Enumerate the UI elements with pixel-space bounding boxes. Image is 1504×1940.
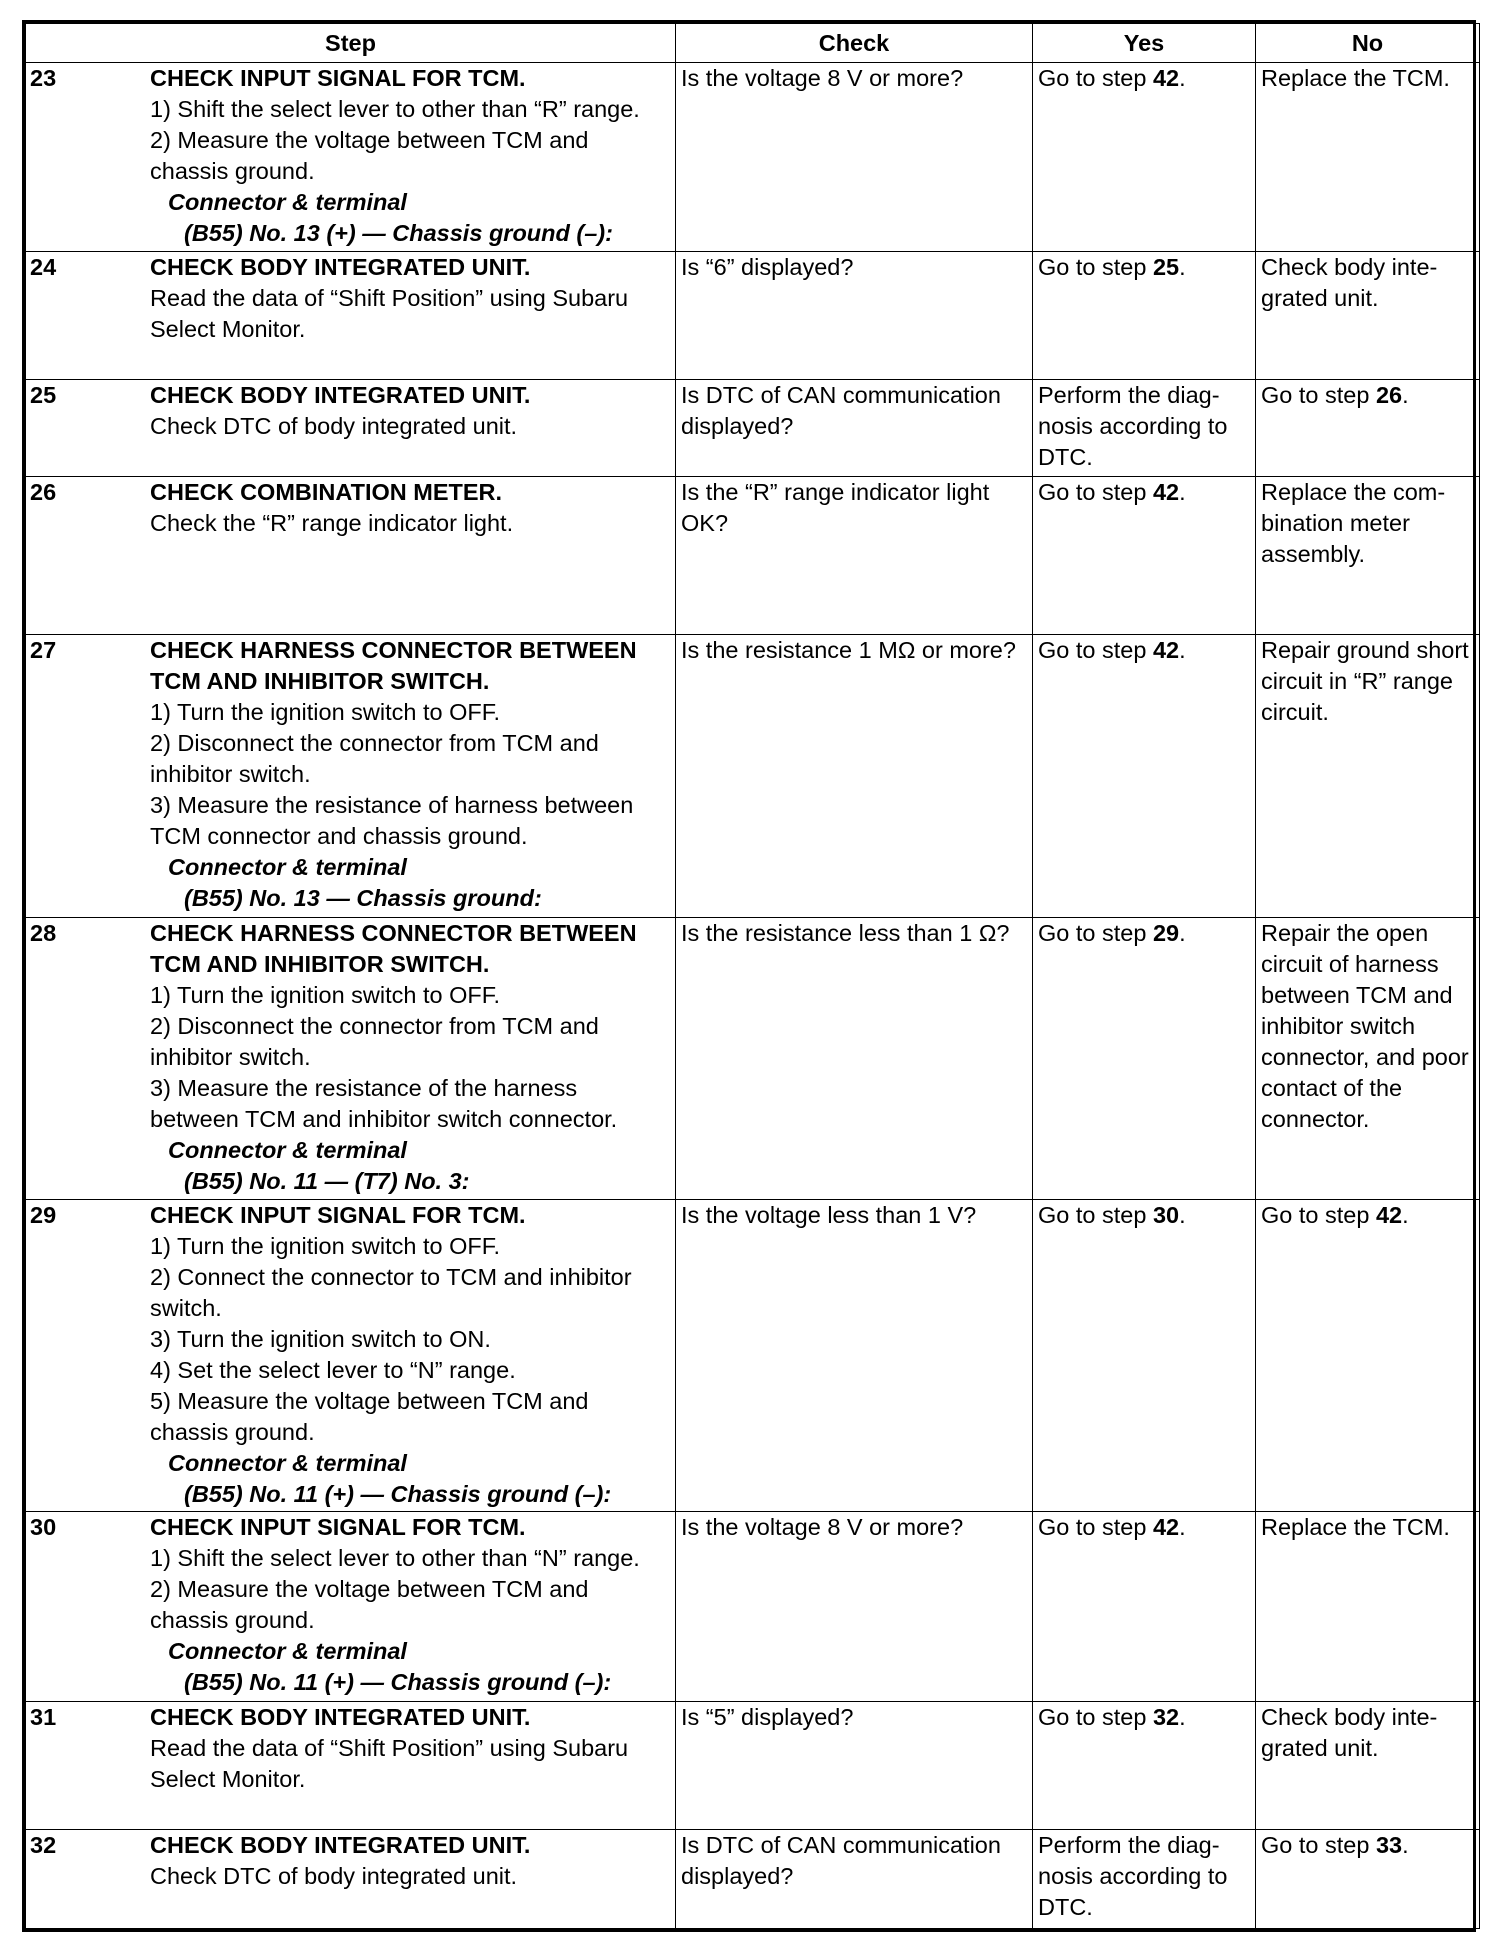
- step-instruction: 4) Set the select lever to “N” range.: [150, 1356, 516, 1383]
- no-cell: [1256, 1199, 1480, 1511]
- step-cell: [26, 1199, 676, 1511]
- check-question: Is the resistance 1 MΩ or more?: [681, 637, 1016, 664]
- step-number: 24: [30, 253, 57, 280]
- yes-action-text: Go to step: [1038, 919, 1153, 946]
- check-question: Is DTC of CAN communication displayed?: [681, 382, 1001, 440]
- step-cell: [26, 251, 676, 380]
- step-title: CHECK INPUT SIGNAL FOR TCM.: [150, 65, 526, 91]
- step-number: 25: [30, 382, 57, 409]
- yes-action-text: Go to step: [1038, 637, 1153, 664]
- step-title: CHECK COMBINATION METER.: [150, 478, 503, 505]
- check-cell: [676, 635, 1033, 917]
- yes-action-step-number: 30: [1152, 1201, 1180, 1228]
- no-cell: [1256, 380, 1480, 476]
- check-cell: [676, 63, 1033, 252]
- yes-action-text: Perform the diag-nosis according to DTC.: [1038, 1831, 1228, 1920]
- check-question: Is “5” displayed?: [681, 1703, 854, 1730]
- terminal-spec: (B55) No. 13 — Chassis ground:: [184, 885, 542, 912]
- yes-action-step-number: 29: [1152, 919, 1180, 946]
- step-number: 32: [30, 1831, 57, 1858]
- yes-action-step-number: 42: [1152, 65, 1180, 91]
- step-cell: [26, 1701, 676, 1829]
- step-number: 23: [30, 65, 57, 91]
- no-action-text: Go to step: [1261, 1831, 1376, 1858]
- yes-action-step-number: 25: [1152, 253, 1180, 280]
- terminal-spec: (B55) No. 11 — (T7) No. 3:: [184, 1167, 470, 1194]
- step-instruction: 2) Disconnect the connector from TCM and inhibitor switch.: [150, 730, 599, 788]
- connector-label: Connector & terminal: [168, 854, 407, 881]
- no-action-text: Replace the TCM.: [1261, 65, 1450, 91]
- step-title: CHECK HARNESS CONNECTOR BETWEEN TCM AND INHIBITOR SWITCH.: [150, 637, 637, 695]
- check-question: Is the voltage 8 V or more?: [681, 65, 964, 91]
- connector-label: Connector & terminal: [168, 189, 407, 215]
- step-cell: [26, 1829, 676, 1929]
- check-cell: [676, 476, 1033, 635]
- yes-action-step-number: 42: [1152, 1514, 1180, 1541]
- step-number: 28: [30, 919, 57, 946]
- terminal-spec: (B55) No. 11 (+) — Chassis ground (–):: [184, 1480, 612, 1507]
- check-cell: [676, 1829, 1033, 1929]
- step-instruction: 2) Connect the connector to TCM and inhibitor switch.: [150, 1263, 632, 1321]
- step-number: 29: [30, 1201, 57, 1228]
- header-step: Step: [26, 24, 676, 63]
- yes-action-text: Go to step: [1038, 253, 1153, 280]
- step-instruction: 2) Disconnect the connector from TCM and inhibitor switch.: [150, 1012, 599, 1070]
- check-cell: [676, 380, 1033, 476]
- step-title: CHECK BODY INTEGRATED UNIT.: [150, 382, 531, 409]
- step-instruction: 2) Measure the voltage between TCM and chassis ground.: [150, 127, 589, 184]
- no-action-suffix: .: [1402, 1201, 1409, 1228]
- no-action-suffix: .: [1402, 1831, 1409, 1858]
- table-row: [26, 1701, 1480, 1829]
- table-row: [26, 635, 1480, 917]
- step-title: CHECK BODY INTEGRATED UNIT.: [150, 253, 531, 280]
- step-instruction: 1) Turn the ignition switch to OFF.: [150, 1232, 501, 1259]
- step-cell: [26, 63, 676, 252]
- yes-action-text: Perform the diag-nosis according to DTC.: [1038, 382, 1228, 471]
- step-number: 30: [30, 1514, 57, 1541]
- step-instruction: Check the “R” range indicator light.: [150, 509, 514, 536]
- yes-cell: [1033, 1512, 1256, 1702]
- step-title: CHECK HARNESS CONNECTOR BETWEEN TCM AND INHIBITOR SWITCH.: [150, 919, 637, 977]
- step-title: CHECK BODY INTEGRATED UNIT.: [150, 1703, 531, 1730]
- yes-cell: [1033, 380, 1256, 476]
- step-instruction: 1) Turn the ignition switch to OFF.: [150, 699, 501, 726]
- step-instruction: 2) Measure the voltage between TCM and chassis ground.: [150, 1576, 589, 1634]
- step-cell: [26, 635, 676, 917]
- connector-label: Connector & terminal: [168, 1638, 407, 1665]
- yes-cell: [1033, 635, 1256, 917]
- step-instruction: Check DTC of body integrated unit.: [150, 413, 518, 440]
- no-cell: [1256, 1701, 1480, 1829]
- table-row: [26, 380, 1480, 476]
- header-no: No: [1256, 24, 1480, 63]
- check-question: Is the voltage less than 1 V?: [681, 1201, 977, 1228]
- diagnostic-table: [25, 23, 1480, 1929]
- no-action-text: Replace the TCM.: [1261, 1514, 1450, 1541]
- yes-action-text: Go to step: [1038, 65, 1153, 91]
- yes-cell: [1033, 917, 1256, 1199]
- yes-action-step-number: 32: [1152, 1703, 1180, 1730]
- step-title: CHECK INPUT SIGNAL FOR TCM.: [150, 1514, 526, 1541]
- check-cell: [676, 1701, 1033, 1829]
- yes-action-suffix: .: [1179, 919, 1186, 946]
- yes-cell: [1033, 251, 1256, 380]
- step-instruction: 3) Turn the ignition switch to ON.: [150, 1325, 491, 1352]
- yes-action-text: Go to step: [1038, 478, 1153, 505]
- yes-cell: [1033, 1701, 1256, 1829]
- yes-action-suffix: .: [1179, 1514, 1186, 1541]
- no-cell: [1256, 63, 1480, 252]
- header-check: Check: [676, 24, 1033, 63]
- no-action-text: Replace the com-bination meter assembly.: [1261, 478, 1446, 567]
- no-cell: [1256, 1512, 1480, 1702]
- terminal-spec: (B55) No. 11 (+) — Chassis ground (–):: [184, 1669, 612, 1696]
- no-cell: [1256, 917, 1480, 1199]
- yes-action-step-number: 42: [1152, 478, 1180, 505]
- table-row: [26, 1512, 1480, 1702]
- no-action-text: Go to step: [1261, 382, 1376, 409]
- yes-action-suffix: .: [1179, 65, 1186, 91]
- step-cell: [26, 476, 676, 635]
- terminal-spec: (B55) No. 13 (+) — Chassis ground (–):: [184, 220, 613, 246]
- yes-cell: [1033, 1199, 1256, 1511]
- step-title: CHECK BODY INTEGRATED UNIT.: [150, 1831, 531, 1858]
- no-action-text: Go to step: [1261, 1201, 1376, 1228]
- step-number: 31: [30, 1703, 57, 1730]
- step-instruction: 3) Measure the resistance of harness between TCM connector and chassis ground.: [150, 792, 634, 850]
- step-number: 26: [30, 478, 57, 505]
- no-action-step-number: 26: [1375, 382, 1403, 409]
- step-instruction: 1) Turn the ignition switch to OFF.: [150, 981, 501, 1008]
- step-instruction: 5) Measure the voltage between TCM and chassis ground.: [150, 1387, 589, 1445]
- step-instruction: Check DTC of body integrated unit.: [150, 1862, 518, 1889]
- step-title: CHECK INPUT SIGNAL FOR TCM.: [150, 1201, 526, 1228]
- check-question: Is the “R” range indicator light OK?: [681, 478, 990, 536]
- table-row: [26, 63, 1480, 252]
- no-action-text: Repair the open circuit of harness between TCM and inhibitor switch connector, and poor contact of the connector.: [1261, 919, 1469, 1132]
- table-row: [26, 1829, 1480, 1929]
- yes-cell: [1033, 476, 1256, 635]
- step-cell: [26, 380, 676, 476]
- yes-cell: [1033, 63, 1256, 252]
- step-instruction: 3) Measure the resistance of the harness between TCM and inhibitor switch connector.: [150, 1074, 618, 1132]
- yes-cell: [1033, 1829, 1256, 1929]
- check-question: Is the voltage 8 V or more?: [681, 1514, 964, 1541]
- yes-action-suffix: .: [1179, 478, 1186, 505]
- yes-action-text: Go to step: [1038, 1703, 1153, 1730]
- no-cell: [1256, 1829, 1480, 1929]
- connector-label: Connector & terminal: [168, 1136, 407, 1163]
- yes-action-text: Go to step: [1038, 1201, 1153, 1228]
- yes-action-text: Go to step: [1038, 1514, 1153, 1541]
- table-row: [26, 476, 1480, 635]
- no-action-step-number: 42: [1375, 1201, 1403, 1228]
- check-question: Is the resistance less than 1 Ω?: [681, 919, 1010, 946]
- check-cell: [676, 917, 1033, 1199]
- step-cell: [26, 917, 676, 1199]
- diagnostic-table-page: [22, 20, 1476, 1932]
- table-row: [26, 1199, 1480, 1511]
- check-question: Is DTC of CAN communication displayed?: [681, 1831, 1001, 1889]
- no-action-text: Check body inte-grated unit.: [1261, 253, 1438, 311]
- yes-action-step-number: 42: [1152, 637, 1180, 664]
- yes-action-suffix: .: [1179, 1201, 1186, 1228]
- no-cell: [1256, 635, 1480, 917]
- check-cell: [676, 1512, 1033, 1702]
- header-yes: Yes: [1033, 24, 1256, 63]
- yes-action-suffix: .: [1179, 637, 1186, 664]
- table-row: [26, 917, 1480, 1199]
- no-action-text: Check body inte-grated unit.: [1261, 1703, 1438, 1761]
- step-cell: [26, 1512, 676, 1702]
- connector-label: Connector & terminal: [168, 1449, 407, 1476]
- step-instruction: 1) Shift the select lever to other than “N” range.: [150, 1545, 640, 1572]
- step-instruction: Read the data of “Shift Position” using Subaru Select Monitor.: [150, 284, 629, 342]
- no-action-suffix: .: [1402, 382, 1409, 409]
- no-cell: [1256, 476, 1480, 635]
- step-number: 27: [30, 637, 57, 664]
- check-cell: [676, 251, 1033, 380]
- step-instruction: Read the data of “Shift Position” using Subaru Select Monitor.: [150, 1734, 629, 1792]
- no-cell: [1256, 251, 1480, 380]
- check-question: Is “6” displayed?: [681, 253, 854, 280]
- no-action-step-number: 33: [1375, 1831, 1403, 1858]
- table-row: [26, 251, 1480, 380]
- check-cell: [676, 1199, 1033, 1511]
- yes-action-suffix: .: [1179, 1703, 1186, 1730]
- yes-action-suffix: .: [1179, 253, 1186, 280]
- no-action-text: Repair ground short circuit in “R” range circuit.: [1261, 637, 1469, 726]
- header-row: [26, 24, 1480, 63]
- step-instruction: 1) Shift the select lever to other than “R” range.: [150, 96, 640, 122]
